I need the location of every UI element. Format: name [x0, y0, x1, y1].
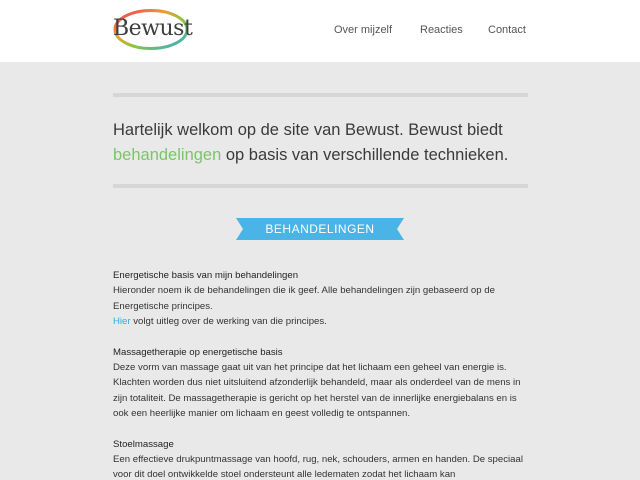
- nav-contact[interactable]: Contact: [488, 24, 526, 36]
- section-title: Stoelmassage: [113, 438, 174, 450]
- section-energetische-basis: [113, 268, 533, 330]
- intro-highlight-link[interactable]: behandelingen: [113, 146, 222, 164]
- site-header: [0, 0, 640, 62]
- nav-reacties[interactable]: Reacties: [420, 24, 463, 36]
- section-body: Hieronder noem ik de behandelingen die ik geef. Alle behandelingen zijn gebaseerd op de Energetische principes.: [113, 285, 495, 312]
- section-title: Massagetherapie op energetische basis: [113, 346, 283, 358]
- divider-bottom: [113, 184, 528, 188]
- section-body: Een effectieve drukpuntmassage van hoofd, rug, nek, schouders, armen en handen. De speciaal voor dit doel ontwikkelde stoel ondersteunt alle ledematen zodat het lichaam kan: [113, 454, 523, 480]
- main-nav: [0, 24, 640, 40]
- section-title: Energetische basis van mijn behandelingen: [113, 270, 299, 281]
- section-link-line: [113, 314, 533, 329]
- section-ribbon: [236, 218, 404, 240]
- section-link-rest: volgt uitleg over de werking van die principes.: [130, 316, 327, 328]
- intro-line1: Hartelijk welkom op de site van Bewust. Bewust biedt: [113, 121, 503, 139]
- divider-top: [113, 93, 528, 97]
- section-body: Deze vorm van massage gaat uit van het principe dat het lichaam een geheel van energie is. Klachten worden dus niet uitsluitend afzonderlijk behandeld, maar als onderdeel van de mens in zijn totaliteit. De massagetherapie is gericht op het herstel van de innerlijke energiebalans en is ook een heerlijke manier om lichaam en geest volledig te ontspannen.: [113, 362, 521, 420]
- intro-text: [113, 118, 533, 168]
- treatments-content: [113, 268, 533, 480]
- ribbon-label: BEHANDELINGEN: [265, 222, 375, 236]
- intro-line2: op basis van verschillende technieken.: [221, 146, 509, 164]
- section-stoelmassage: [113, 437, 533, 480]
- hier-link[interactable]: Hier: [113, 316, 131, 328]
- nav-over-mijzelf[interactable]: Over mijzelf: [334, 24, 393, 36]
- section-massagetherapie: [113, 345, 533, 422]
- logo-text: Bewust: [113, 16, 193, 41]
